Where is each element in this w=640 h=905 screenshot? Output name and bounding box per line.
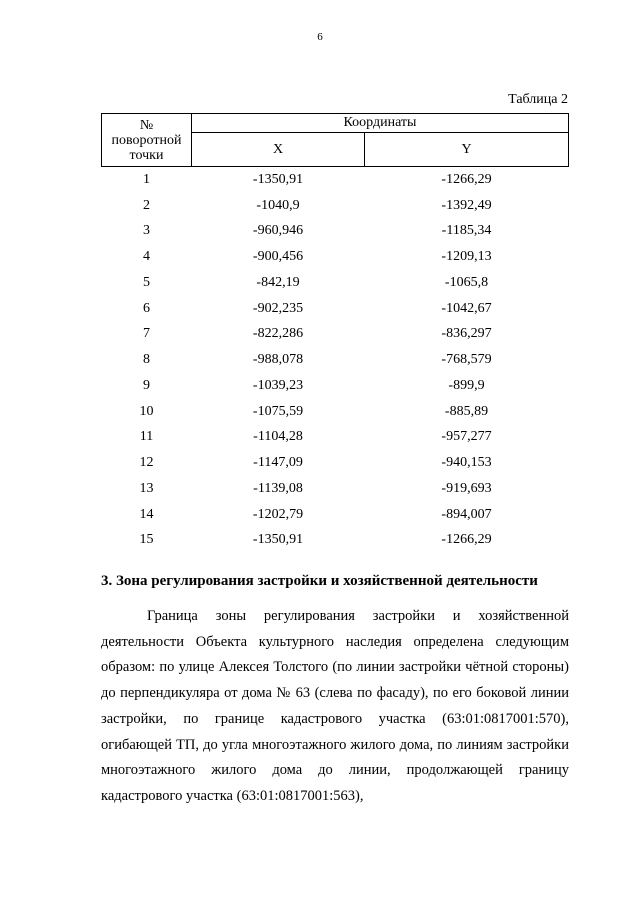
cell-y: -1065,8	[444, 274, 489, 290]
cell-y: -836,297	[441, 326, 492, 342]
section-paragraph-text: Граница зоны регулирования застройки и хозяйственной деятельности Объекта культурного наследия определена следующим образом: по улице Алексея Толстого (по линии застройки чётной стороны) до перпендикуляра от дома № 63 (слева по фасаду), по его боковой линии застройки, по границе кадастрового участка (63:01:0817001:570), огибающей ТП, до угла многоэтажного жилого дома, по линиям застройки многоэтажного жилого дома до линии, продолжающей границу кадастрового участка (63:01:0817001:563),	[101, 608, 569, 804]
cell-x: -1350,91	[252, 532, 304, 548]
header-y: Y	[365, 133, 569, 167]
cell-y: -1185,34	[441, 223, 492, 239]
cell-point-number: 15	[139, 532, 154, 548]
cell-y: -885,89	[444, 403, 489, 419]
table-row	[102, 347, 569, 373]
cell-y: -1266,29	[441, 532, 492, 548]
table-row	[102, 476, 569, 502]
cell-x: -1039,23	[252, 377, 304, 393]
table-row	[102, 502, 569, 528]
cell-point-number: 12	[139, 455, 154, 471]
table-row	[102, 322, 569, 348]
cell-x: -900,456	[252, 249, 304, 265]
table-row	[102, 244, 569, 270]
cell-y: -1209,13	[441, 249, 492, 265]
cell-x: -902,235	[252, 300, 304, 316]
header-point-line2: поворотной	[111, 132, 182, 148]
cell-x: -822,286	[252, 326, 304, 342]
cell-y: -957,277	[441, 429, 492, 445]
cell-y: -940,153	[441, 455, 492, 471]
header-x: X	[192, 133, 365, 167]
cell-y: -1042,67	[441, 300, 492, 316]
cell-y: -899,9	[448, 377, 485, 393]
cell-point-number: 8	[143, 352, 150, 368]
table-row	[102, 373, 569, 399]
cell-y: -1392,49	[441, 197, 492, 213]
cell-x: -1202,79	[252, 506, 304, 522]
cell-x: -1075,59	[252, 403, 304, 419]
table-body	[102, 167, 569, 554]
header-point-number	[102, 114, 192, 167]
table-caption: Таблица 2	[508, 92, 568, 107]
table-row	[102, 167, 569, 193]
cell-x: -1350,91	[252, 171, 304, 187]
table-row	[102, 450, 569, 476]
table-row	[102, 425, 569, 451]
cell-x: -1040,9	[256, 197, 300, 213]
cell-point-number: 3	[143, 223, 150, 239]
cell-point-number: 4	[143, 249, 150, 265]
cell-point-number: 1	[143, 171, 150, 187]
cell-point-number: 10	[139, 403, 154, 419]
table-row	[102, 399, 569, 425]
cell-point-number: 13	[139, 480, 154, 496]
section-heading: 3. Зона регулирования застройки и хозяйственной деятельности	[101, 573, 538, 589]
cell-point-number: 6	[143, 300, 150, 316]
table-row	[102, 193, 569, 219]
cell-point-number: 9	[143, 377, 150, 393]
coordinates-table	[101, 113, 569, 553]
cell-x: -960,946	[252, 223, 304, 239]
header-point-line3: точки	[129, 147, 164, 163]
cell-x: -1147,09	[253, 455, 303, 471]
cell-y: -1266,29	[441, 171, 492, 187]
cell-x: -988,078	[252, 352, 304, 368]
cell-point-number: 5	[143, 274, 150, 290]
cell-point-number: 2	[143, 197, 150, 213]
table-row	[102, 270, 569, 296]
cell-y: -894,007	[441, 506, 492, 522]
table-row	[102, 219, 569, 245]
cell-x: -1139,08	[253, 480, 303, 496]
cell-y: -919,693	[441, 480, 492, 496]
section-paragraph	[101, 604, 569, 810]
header-coordinates: Координаты	[192, 114, 569, 133]
cell-x: -1104,28	[253, 429, 303, 445]
table-row	[102, 296, 569, 322]
page-number: 6	[317, 31, 323, 43]
cell-point-number: 7	[143, 326, 150, 342]
cell-x: -842,19	[256, 274, 300, 290]
table-row	[102, 528, 569, 554]
cell-point-number: 14	[139, 506, 154, 522]
cell-point-number: 11	[139, 429, 154, 445]
header-point-line1: №	[139, 117, 154, 133]
cell-y: -768,579	[441, 352, 492, 368]
